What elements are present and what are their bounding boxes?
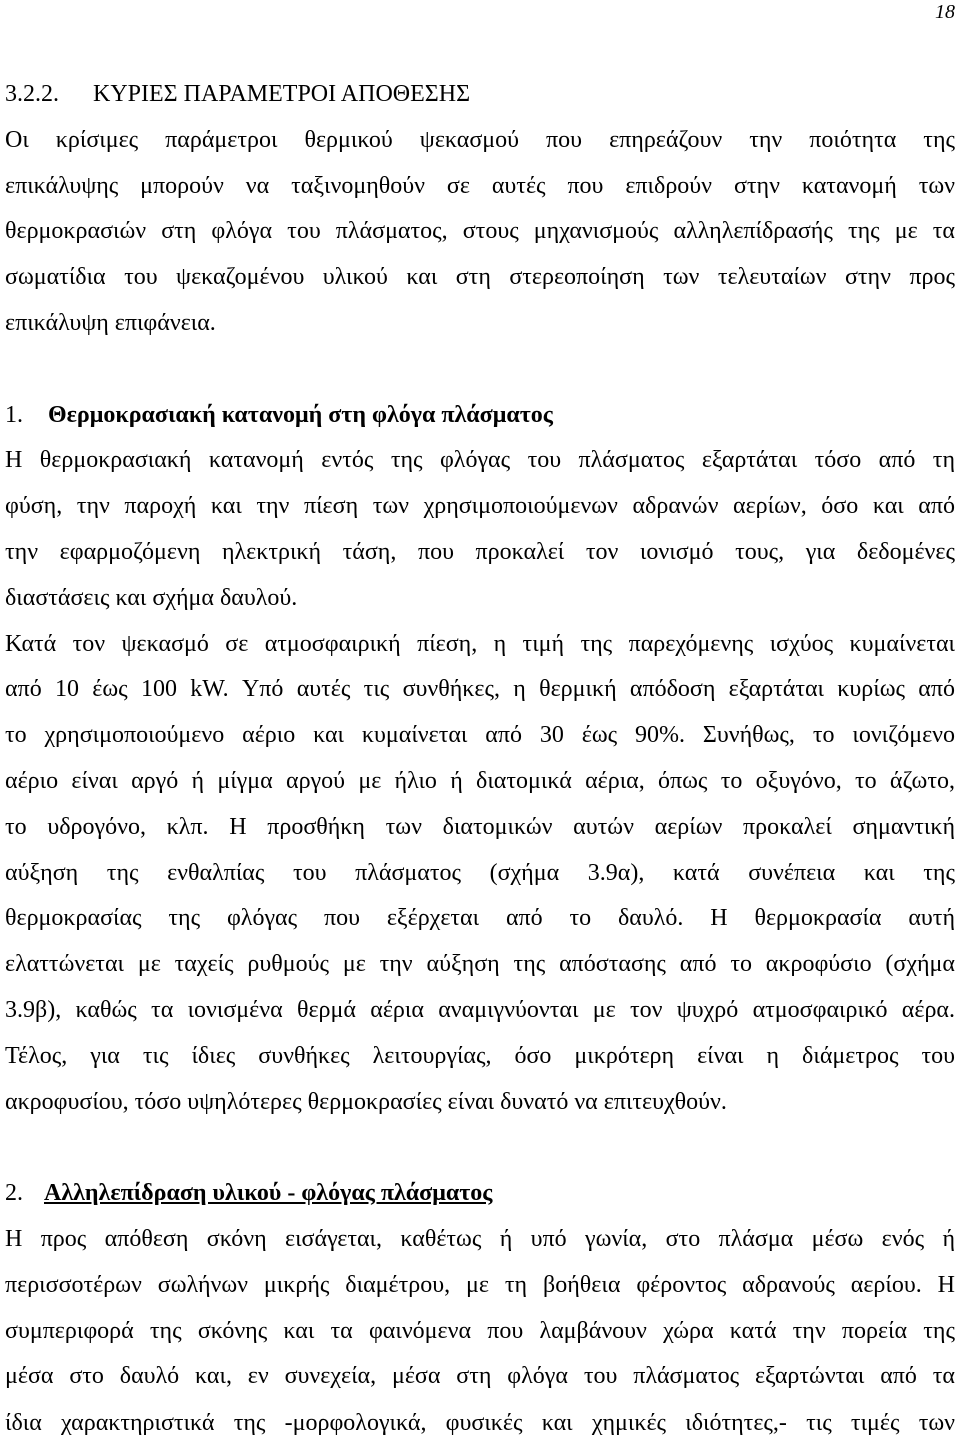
paragraph-line: Οι κρίσιμες παράμετροι θερμικού ψεκασμού που επηρεάζουν την ποιότητα της xyxy=(5,126,955,153)
paragraph-line: συμπεριφορά της σκόνης και τα φαινόμενα που λαμβάνουν χώρα κατά την πορεία της xyxy=(5,1317,955,1344)
paragraph-line: Η θερμοκρασιακή κατανομή εντός της φλόγας του πλάσματος εξαρτάται τόσο από τη xyxy=(5,447,955,474)
paragraph-line: Τέλος, για τις ίδιες συνθήκες λειτουργίας, όσο μικρότερη είναι η διάμετρος του xyxy=(5,1042,955,1069)
subsection-heading xyxy=(5,1171,955,1217)
paragraph-line: το χρησιμοποιούμενο αέριο και κυμαίνεται από 30 έως 90%. Συνήθως, το ιονιζόμενο xyxy=(5,722,955,749)
intro-paragraph xyxy=(5,118,955,347)
subsection-title: Θερμοκρασιακή κατανομή στη φλόγα πλάσματος xyxy=(48,401,553,428)
section-number: 3.2.2. xyxy=(5,81,59,107)
paragraph-line: την εφαρμοζόμενη ηλεκτρική τάση, που προκαλεί τον ιονισμό τους, για δεδομένες xyxy=(5,538,955,565)
paragraph-line: το υδρογόνο, κλπ. Η προσθήκη των διατομικών αυτών αερίων προκαλεί σημαντική xyxy=(5,813,955,840)
paragraph-line: ελαττώνεται με ταχείς ρυθμούς με την αύξηση της απόστασης από το ακροφύσιο (σχήμα xyxy=(5,951,955,978)
paragraph xyxy=(5,1217,955,1440)
paragraph-line: περισσοτέρων σωλήνων μικρής διαμέτρου, με τη βοήθεια φέροντος αδρανούς αερίου. Η xyxy=(5,1271,955,1298)
subsection-number: 2. xyxy=(5,1180,23,1207)
paragraph-line: διαστάσεις και σχήμα δαυλού. xyxy=(5,584,298,611)
paragraph-line: επικάλυψης μπορούν να ταξινομηθούν σε αυτές που επιδρούν στην κατανομή των xyxy=(5,172,955,199)
paragraph-line: ακροφυσίου, τόσο υψηλότερες θερμοκρασίες είναι δυνατό να επιτευχθούν. xyxy=(5,1088,727,1115)
page-number: 18 xyxy=(935,1,955,23)
paragraph-line: θερμοκρασίας της φλόγας που εξέρχεται από το δαυλό. Η θερμοκρασία αυτή xyxy=(5,905,955,932)
paragraph-line: Η προς απόθεση σκόνη εισάγεται, καθέτως ή υπό γωνία, στο πλάσμα μέσω ενός ή xyxy=(5,1225,955,1252)
subsection-number: 1. xyxy=(5,401,23,428)
paragraph-line: αύξηση της ενθαλπίας του πλάσματος (σχήμα 3.9α), κατά συνέπεια και της xyxy=(5,859,955,886)
subsection-heading xyxy=(5,393,955,439)
section-heading xyxy=(5,72,955,118)
paragraph xyxy=(5,622,955,1126)
section-title: ΚΥΡΙΕΣ ΠΑΡΑΜΕΤΡΟΙ ΑΠΟΘΕΣΗΣ xyxy=(93,81,471,107)
page-content xyxy=(5,72,955,1440)
paragraph-line: επικάλυψη επιφάνεια. xyxy=(5,309,216,336)
paragraph-line: ίδια χαρακτηριστικά της -μορφολογικά, φυσικές και χημικές ιδιότητες,- τις τιμές των xyxy=(5,1409,955,1436)
paragraph-line: φύση, την παροχή και την πίεση των χρησιμοποιούμενων αδρανών αερίων, όσο και από xyxy=(5,493,955,520)
paragraph-line: θερμοκρασιών στη φλόγα του πλάσματος, στους μηχανισμούς αλληλεπίδρασής της με τα xyxy=(5,218,955,245)
paragraph-line: Κατά τον ψεκασμό σε ατμοσφαιρική πίεση, η τιμή της παρεχόμενης ισχύος κυμαίνεται xyxy=(5,630,955,657)
paragraph-line: από 10 έως 100 kW. Υπό αυτές τις συνθήκες, η θερμική απόδοση εξαρτάται κυρίως από xyxy=(5,676,955,703)
paragraph-line: αέριο είναι αργό ή μίγμα αργού με ήλιο ή διατομικά αέρια, όπως το οξυγόνο, το άζωτο, xyxy=(5,767,955,794)
paragraph xyxy=(5,438,955,621)
paragraph-line: 3.9β), καθώς τα ιονισμένα θερμά αέρια αναμιγνύονται με τον ψυχρό ατμοσφαιρικό αέρα. xyxy=(5,996,955,1023)
paragraph-line: μέσα στο δαυλό και, εν συνεχεία, μέσα στη φλόγα του πλάσματος εξαρτώνται από τα xyxy=(5,1363,955,1390)
subsection-title: Αλληλεπίδραση υλικού - φλόγας πλάσματος xyxy=(44,1180,493,1207)
paragraph-line: σωματίδια του ψεκαζομένου υλικού και στη στερεοποίηση των τελευταίων στην προς xyxy=(5,264,955,291)
